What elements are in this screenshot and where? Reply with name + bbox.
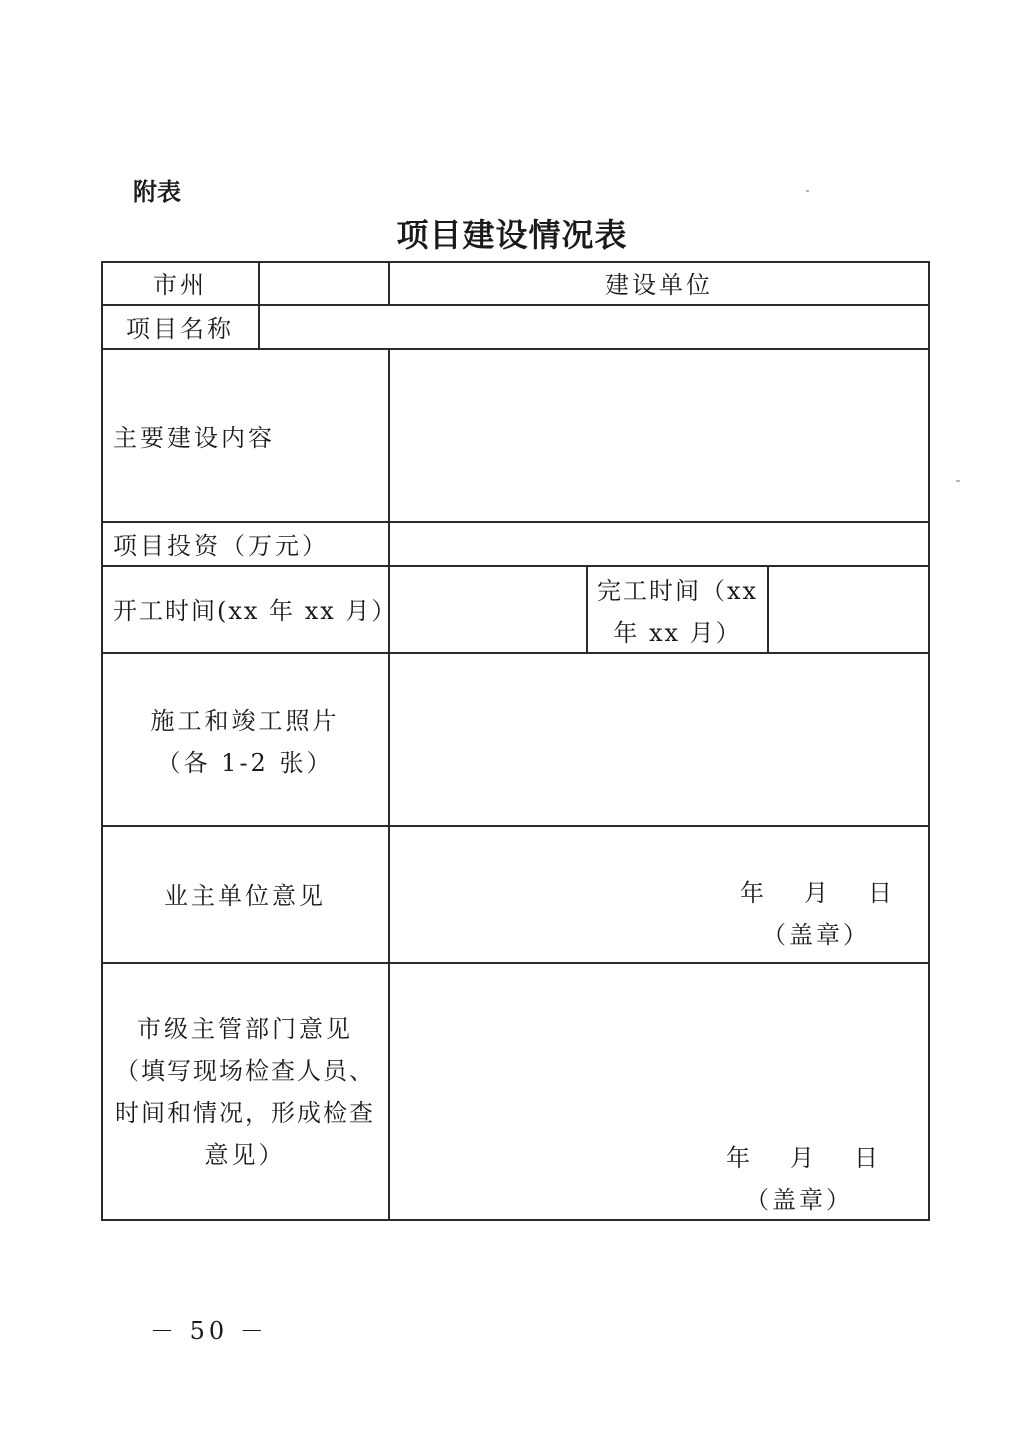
city-dept-opinion-label-line3: 时间和情况，形成检查 xyxy=(115,1099,375,1127)
project-name-label: 项目名称 xyxy=(126,315,234,343)
investment-label: 项目投资（万元） xyxy=(113,532,329,560)
city-dept-opinion-date: 年 月 日 xyxy=(726,1144,886,1172)
photos-label-line2: （各 1-2 张） xyxy=(156,749,334,777)
end-date-value[interactable] xyxy=(769,567,928,652)
end-date-label-line1: 完工时间（xx xyxy=(596,577,759,605)
scan-speck xyxy=(806,190,809,192)
photos-label-line1: 施工和竣工照片 xyxy=(150,707,340,735)
city-dept-opinion-label-line1: 市级主管部门意见 xyxy=(137,1015,353,1043)
project-name-value[interactable] xyxy=(260,306,928,348)
city-dept-opinion-seal: （盖章） xyxy=(745,1186,853,1214)
attachment-label: 附表 xyxy=(133,178,181,206)
main-content-label: 主要建设内容 xyxy=(113,424,275,452)
start-date-label: 开工时间(xx 年 xx 月） xyxy=(113,597,398,625)
scan-speck xyxy=(956,480,960,482)
builder-label: 建设单位 xyxy=(605,271,713,299)
page-number: － 50 － xyxy=(150,1317,268,1345)
start-date-value[interactable] xyxy=(390,567,586,652)
owner-opinion-date: 年 月 日 xyxy=(740,879,900,907)
owner-opinion-label: 业主单位意见 xyxy=(164,882,326,910)
investment-value[interactable] xyxy=(390,523,928,565)
city-dept-opinion-label-line2: （填写现场检查人员、 xyxy=(115,1057,375,1085)
photos-area[interactable] xyxy=(390,654,928,824)
end-date-label-line2: 年 xx 月） xyxy=(613,619,742,647)
main-content-value[interactable] xyxy=(390,350,928,520)
table-border-right xyxy=(928,261,930,1220)
city-value[interactable] xyxy=(260,264,388,304)
city-dept-opinion-label-line4: 意见） xyxy=(204,1141,286,1169)
document-title: 项目建设情况表 xyxy=(396,216,628,254)
table-border-top xyxy=(101,261,930,263)
owner-opinion-seal: （盖章） xyxy=(762,921,870,949)
city-label: 市州 xyxy=(153,271,207,299)
